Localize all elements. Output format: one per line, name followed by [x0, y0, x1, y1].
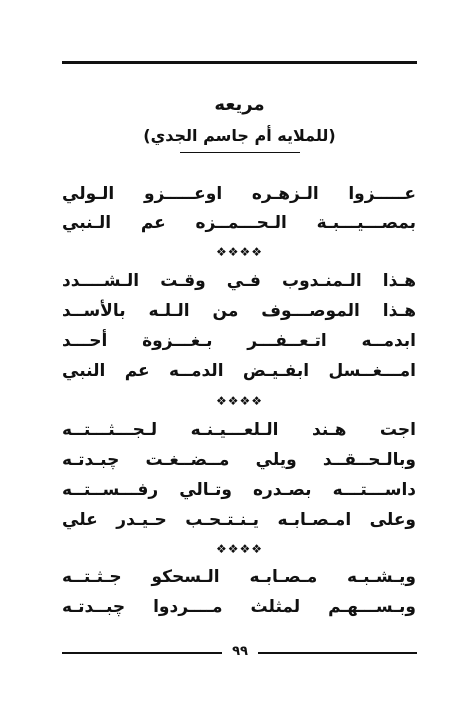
stanza-divider: ❖❖❖❖	[215, 542, 264, 556]
subtitle-underline	[180, 152, 300, 153]
verse-line: وبالـحــقــد ويلي مــضــغـت چبـدتـه	[62, 450, 416, 470]
verse-line: بمصـــيـــبـة الـحـــمــزه عم الـنبي	[62, 213, 416, 233]
page-number: ٩٩	[232, 644, 248, 659]
footer-rule-left	[62, 652, 222, 654]
poem-title: مريعه	[214, 94, 265, 115]
footer-rule-right	[258, 652, 417, 654]
top-rule	[62, 61, 417, 64]
verse-line: امـــغــسل ابفـيـض الدمــه عم النبي	[62, 361, 416, 381]
verse-line: وبـســـهـم لمثلث مــــردوا چبــدتـه	[62, 597, 416, 617]
verse-line: هـذا الـمنـدوب فـي وقـت الـشــــدد	[62, 271, 416, 291]
poem-subtitle: (للملايه أم جاسم الجدي)	[143, 126, 336, 145]
verse-line: وعلى امـصـابـه يـنـتـحـب حـيـدر علي	[62, 510, 416, 530]
verse-line: ابدمــه اتـعــفـــر بـغـــزوة أحـــد	[62, 331, 416, 351]
verse-line: عـــــزوا الـزهـره اوعـــــزو الـولي	[62, 184, 416, 204]
verse-line: هـذا الموصـــوف من الـلـه بالأســد	[62, 301, 416, 321]
verse-line: ويـشـبـه مـصـابـه الـسحكو جـثـتــه	[62, 567, 416, 587]
verse-line: اجت هـند الـلعـــيـنـه لـجـــثـــتــه	[62, 420, 416, 440]
verse-line: داســـتـــه بصـدره وتـالي رفـــســتــه	[62, 480, 416, 500]
stanza-divider: ❖❖❖❖	[215, 245, 264, 259]
stanza-divider: ❖❖❖❖	[215, 394, 264, 408]
